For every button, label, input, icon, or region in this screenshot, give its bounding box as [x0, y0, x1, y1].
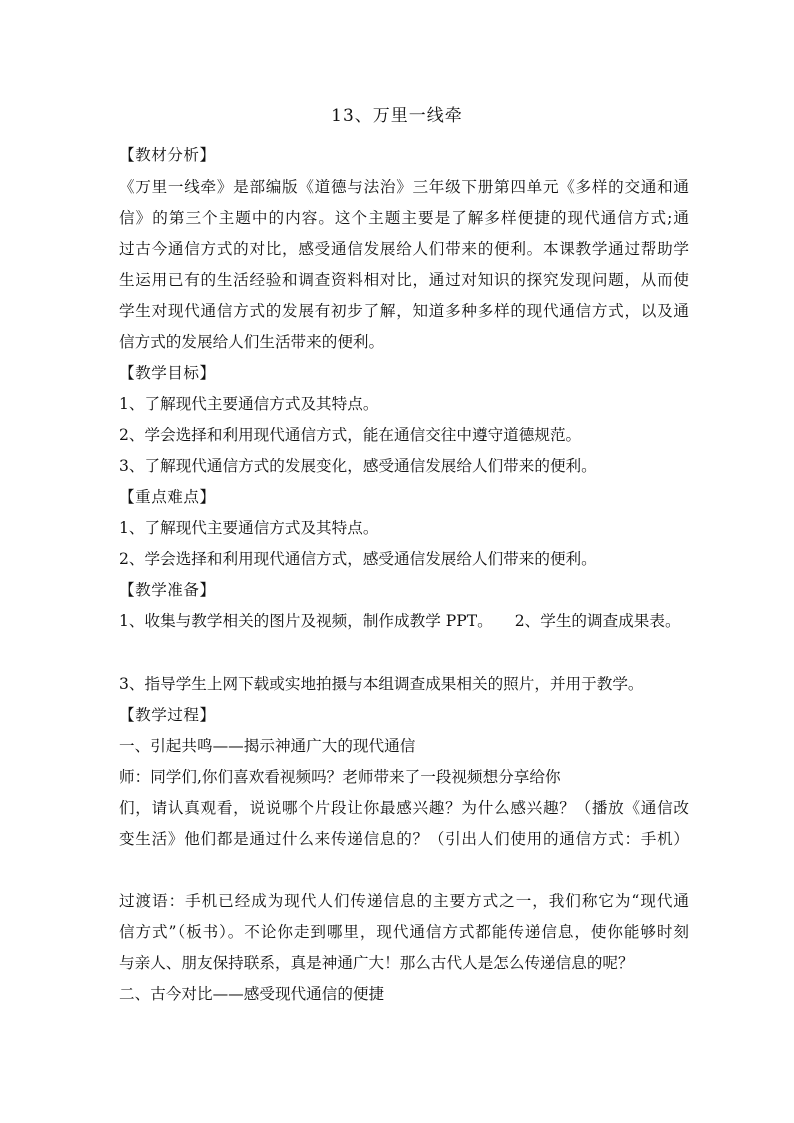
transition-line: 信方式”（板书）。不论你走到哪里，现代通信方式都能传递信息，使你能够时刻: [119, 923, 689, 941]
section-heading-analysis: 【教材分析】: [119, 146, 216, 164]
section-heading-process: 【教学过程】: [119, 706, 216, 724]
section-heading-goals: 【教学目标】: [119, 364, 216, 382]
goal-item: 2、学会选择和利用现代通信方式，能在通信交往中遵守道德规范。: [119, 426, 582, 444]
part-one-title: 一、引起共鸣——揭示神通广大的现代通信: [119, 737, 416, 755]
preparation-item: 1、收集与教学相关的图片及视频，制作成教学 PPT。: [119, 612, 493, 630]
part-two-title: 二、古今对比——感受现代通信的便捷: [119, 985, 385, 1003]
transition-line: 与亲人、朋友保持联系，真是神通广大！那么古代人是怎么传递信息的呢？: [119, 954, 634, 972]
section-heading-key-points: 【重点难点】: [119, 488, 216, 506]
analysis-line: 学生对现代通信方式的发展有初步了解，知道多种多样的现代通信方式，以及通: [119, 302, 689, 320]
goal-item: 1、了解现代主要通信方式及其特点。: [119, 395, 379, 413]
analysis-line: 信》的第三个主题中的内容。这个主题主要是了解多样便捷的现代通信方式;通: [119, 209, 689, 227]
analysis-line: 《万里一线牵》是部编版《道德与法治》三年级下册第四单元《多样的交通和通: [119, 178, 689, 196]
part-one-line: 变生活》他们都是通过什么来传递信息的？（引出人们使用的通信方式：手机）: [119, 830, 689, 848]
goal-item: 3、了解现代通信方式的发展变化，感受通信发展给人们带来的便利。: [119, 457, 597, 475]
analysis-line: 过古今通信方式的对比，感受通信发展给人们带来的便利。本课教学通过帮助学: [119, 240, 689, 258]
key-point-item: 2、学会选择和利用现代通信方式，感受通信发展给人们带来的便利。: [119, 550, 597, 568]
preparation-item: 3、指导学生上网下载或实地拍摄与本组调查成果相关的照片，并用于教学。: [119, 675, 644, 693]
part-one-line: 们，请认真观看，说说哪个片段让你最感兴趣？为什么感兴趣？（播放《通信改: [119, 799, 689, 817]
part-one-line: 师：同学们,你们喜欢看视频吗？老师带来了一段视频想分享给你: [119, 768, 561, 786]
document-title: 13、万里一线牵: [331, 106, 463, 126]
section-heading-preparation: 【教学准备】: [119, 581, 216, 599]
transition-line: 过渡语：手机已经成为现代人们传递信息的主要方式之一，我们称它为“现代通: [119, 892, 689, 910]
preparation-item: 2、学生的调查成果表。: [514, 612, 681, 630]
key-point-item: 1、了解现代主要通信方式及其特点。: [119, 519, 379, 537]
preparation-line: [119, 609, 689, 633]
analysis-line: 生运用已有的生活经验和调查资料相对比，通过对知识的探究发现问题，从而使: [119, 271, 689, 289]
analysis-line: 信方式的发展给人们生活带来的便利。: [119, 333, 385, 351]
